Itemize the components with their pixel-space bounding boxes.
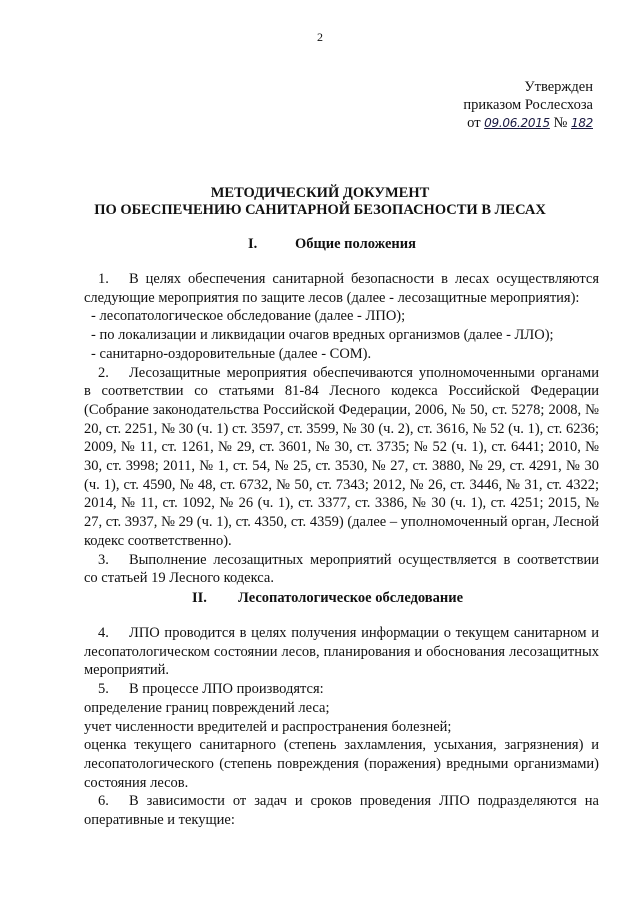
list-item: оценка текущего санитарного (степень захламления, усыхания, загрязнения) и лесопатологического (степень повреждения (поражения) вредными организмами) состояния лесов. — [84, 737, 599, 791]
paragraph-6-text: В зависимости от задач и сроков проведения ЛПО подразделяются на оперативные и текущие: — [84, 793, 599, 829]
section-2-body — [84, 624, 599, 830]
paragraph-3 — [84, 551, 599, 588]
paragraph-5 — [84, 680, 599, 699]
list-item: учет численности вредителей и распространения болезней; — [84, 718, 452, 735]
paragraph-1-number: 1. — [98, 271, 109, 287]
approval-line-date — [463, 114, 593, 132]
paragraph-1-text: В целях обеспечения санитарной безопасности в лесах осуществляются следующие мероприятия по защите лесов (далее - лесозащитные мероприятия): — [84, 271, 599, 306]
document-title-line1: МЕТОДИЧЕСКИЙ ДОКУМЕНТ — [210, 185, 430, 201]
approval-number-label: № — [553, 115, 568, 131]
paragraph-3-number: 3. — [98, 551, 109, 568]
approval-number-handwritten: 182 — [570, 116, 593, 130]
list-item: - по локализации и ликвидации очагов вредных организмов (далее - ЛЛО); — [91, 327, 554, 344]
paragraph-5-number: 5. — [98, 681, 109, 698]
paragraph-2-text: Лесозащитные мероприятия обеспечиваются уполномоченными органами в соответствии со статьями 81-84 Лесного кодекса Российской Федерации (Собрание законодательства Российской Федерации, 2006, № 50, ст. 5278; 2008, № 20, ст. 2251, № 30 (ч. 1) ст. 3597, ст. 3599, № 30 (ч. 2), ст. 3616, № 52 (ч. 1), ст. 6236; 2009, № 11, ст. 1261, № 29, ст. 3601, № 30, ст. 3735; № 52 (ч. 1), ст. 6441; 2010, № 30, ст. 3998; 2011, № 1, ст. 54, № 25, ст. 3530, № 27, ст. 3880, № 29, ст. 4291, № 30 (ч. 1), ст. 4590, № 48, ст. 6732, № 50, ст. 7343; 2012, № 26, ст. 3446, № 31, ст. 4322; 2014, № 11, ст. 1092, № 26 (ч. 1), ст. 3377, ст. 3386, № 30 (ч. 1), ст. 4251; 2015, № 27, ст. 3937, № 29 (ч. 1), ст. 4350, ст. 4359) (далее – уполномоченный орган, Лесной кодекс соответственно). — [84, 364, 599, 549]
approval-from-label: от — [467, 115, 481, 131]
list-item: - санитарно-оздоровительные (далее - СОМ). — [91, 345, 372, 362]
list-item: - лесопатологическое обследование (далее - ЛПО); — [91, 308, 406, 325]
paragraph-6 — [84, 792, 599, 829]
section-2-number: II. — [192, 590, 207, 606]
section-1-title: Общие положения — [295, 236, 416, 252]
document-title-line2: ПО ОБЕСПЕЧЕНИЮ САНИТАРНОЙ БЕЗОПАСНОСТИ В ЛЕСАХ — [94, 202, 546, 218]
paragraph-6-number: 6. — [98, 793, 109, 810]
approval-line-order: приказом Рослесхоза — [463, 97, 593, 113]
paragraph-2-number: 2. — [98, 364, 109, 381]
paragraph-5-text: В процессе ЛПО производятся: — [129, 681, 324, 698]
approval-stamp — [463, 78, 593, 132]
paragraph-1 — [84, 270, 599, 307]
section-1-number: I. — [248, 236, 258, 252]
paragraph-4-number: 4. — [98, 625, 109, 641]
section-2-title: Лесопатологическое обследование — [238, 590, 464, 606]
paragraph-4-text: ЛПО проводится в целях получения информации о текущем санитарном и лесопатологическом состоянии лесов, планирования и обоснования лесозащитных мероприятий. — [84, 625, 599, 679]
approval-date-handwritten: 09.06.2015 — [484, 116, 550, 130]
section-1-body — [84, 270, 599, 588]
paragraph-4 — [84, 624, 599, 680]
paragraph-3-text: Выполнение лесозащитных мероприятий осуществляется в соответствии со статьей 19 Лесного кодекса. — [84, 551, 599, 587]
page-number: 2 — [317, 30, 323, 44]
document-title — [0, 185, 640, 219]
approval-line-approved: Утвержден — [524, 79, 593, 95]
list-item: определение границ повреждений леса; — [84, 699, 330, 716]
paragraph-2 — [84, 364, 599, 551]
